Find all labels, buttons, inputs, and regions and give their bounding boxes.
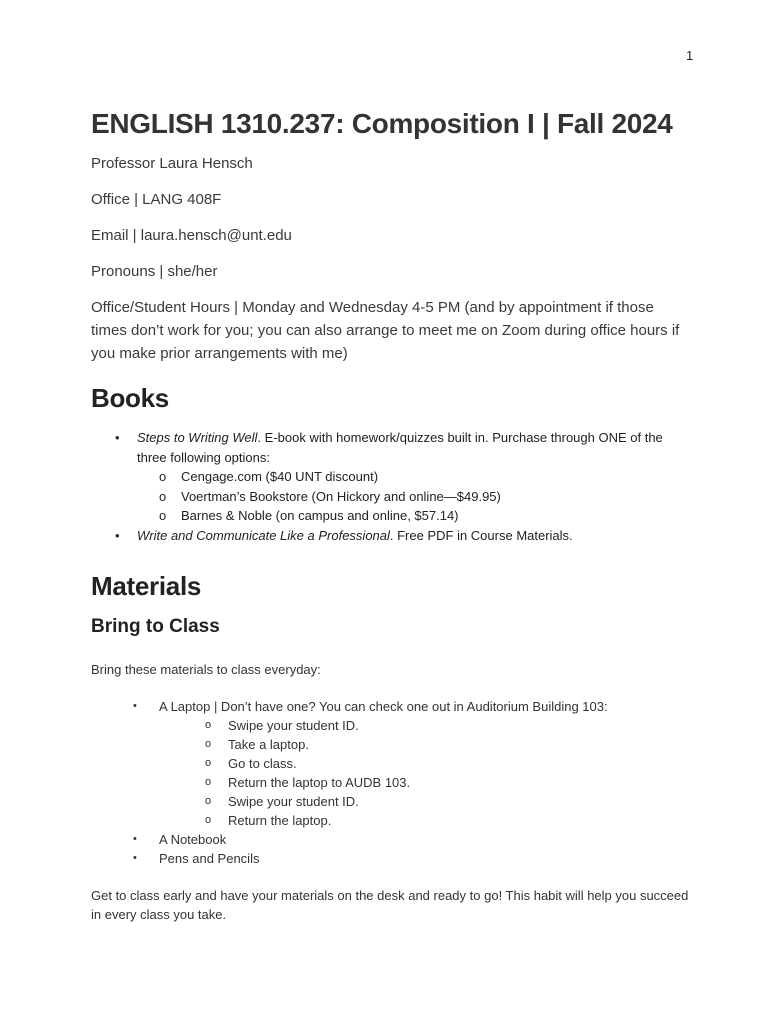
circle-bullet-icon: o [205,757,212,769]
laptop-step: o Return the laptop. [205,813,332,828]
material-item: • A Laptop | Don’t have one? You can check one out in Auditorium Building 103: o Swipe your student ID. o Take a laptop. o Go to class. o Return the laptop to AUDB 103. o Swipe your student ID. o Return the laptop. [133,697,691,830]
circle-bullet-icon: o [159,508,167,523]
purchase-option: o Cengage.com ($40 UNT discount) [159,467,691,487]
bullet-icon: • [133,700,137,712]
laptop-step: o Return the laptop to AUDB 103. [205,775,411,790]
office-hours: Office/Student Hours | Monday and Wednesday 4-5 PM (and by appointment if those times don’t work for you; you can also arrange to meet me on Zoom during office hours if you make prior arrangements with me) [91,299,680,362]
book-description: . E-book with homework/quizzes built in. Purchase through ONE of the three following options: [137,430,663,465]
material-item: • A Notebook [133,832,227,847]
circle-bullet-icon: o [159,488,167,504]
laptop-steps [205,716,691,830]
circle-bullet-icon: o [205,776,212,788]
purchase-option: o Voertman’s Bookstore (On Hickory and online—$49.95) [159,487,691,507]
bullet-icon: • [115,527,120,543]
closing-paragraph: Get to class early and have your materials on the desk and ready to go! This habit will help you succeed in every class you take. [91,888,689,922]
book-title: Write and Communicate Like a Professional [137,527,390,543]
circle-bullet-icon: o [205,719,212,731]
book-description: . Free PDF in Course Materials. [389,527,573,543]
document-body [91,104,691,942]
materials-list [133,697,691,868]
page-number: 1 [686,48,694,63]
materials-intro: Bring these materials to class everyday: [91,662,321,677]
laptop-step: o Go to class. [205,756,297,771]
circle-bullet-icon: o [205,814,212,826]
office-location: Office | LANG 408F [91,191,222,208]
circle-bullet-icon: o [205,795,212,807]
purchase-option: o Barnes & Noble (on campus and online, $57.14) [159,506,691,526]
bullet-icon: • [115,430,120,445]
circle-bullet-icon: o [159,469,167,484]
laptop-step: o Swipe your student ID. [205,794,359,809]
email-line: Email | laura.hensch@unt.edu [91,227,292,244]
bring-to-class-heading: Bring to Class [91,616,220,637]
book-title: Steps to Writing Well [137,430,258,445]
document-title: ENGLISH 1310.237: Composition I | Fall 2024 [91,108,673,139]
bullet-icon: • [133,833,137,845]
books-list [115,428,691,545]
circle-bullet-icon: o [205,738,212,750]
materials-heading: Materials [91,571,202,601]
books-heading: Books [91,383,169,413]
bullet-icon: • [133,852,137,864]
purchase-options [159,467,691,526]
material-item: • Pens and Pencils [133,851,260,866]
laptop-step: o Take a laptop. [205,737,309,752]
book-item [115,428,691,526]
book-item [115,526,691,546]
professor-name: Professor Laura Hensch [91,155,253,172]
pronouns-line: Pronouns | she/her [91,263,218,280]
laptop-step: o Swipe your student ID. [205,718,359,733]
